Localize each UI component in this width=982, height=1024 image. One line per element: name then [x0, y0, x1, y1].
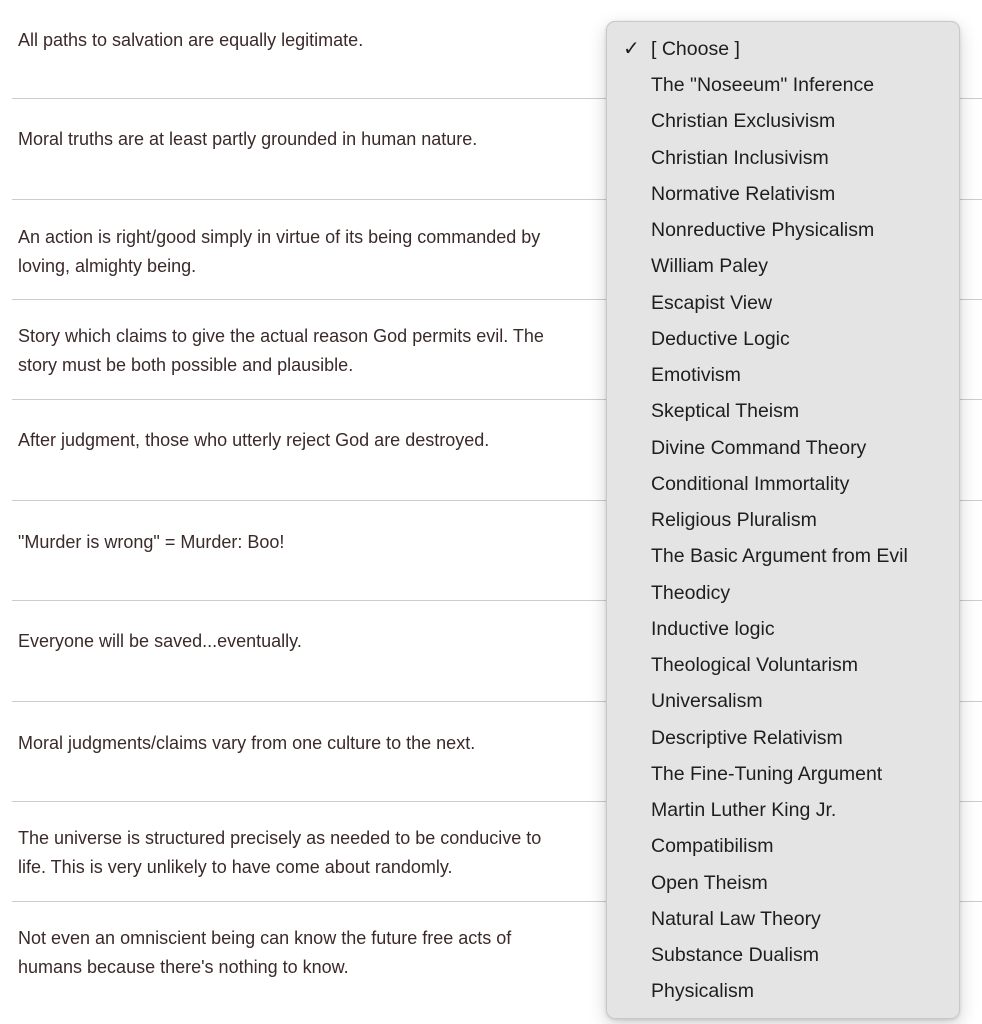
dropdown-option-label: Escapist View	[651, 292, 773, 314]
dropdown-option[interactable]	[607, 321, 959, 357]
dropdown-option-label: Open Theism	[651, 872, 768, 894]
dropdown-option-label: Christian Inclusivism	[651, 147, 829, 169]
dropdown-option[interactable]	[607, 720, 959, 756]
dropdown-option-label: Christian Exclusivism	[651, 110, 836, 132]
dropdown-option[interactable]	[607, 647, 959, 683]
question-text: The universe is structured precisely as needed to be conducive to life. This is very unlikely to have come about randomly.	[18, 828, 542, 877]
dropdown-option[interactable]	[607, 248, 959, 284]
dropdown-option-label: Martin Luther King Jr.	[651, 799, 837, 821]
dropdown-option[interactable]	[607, 683, 959, 719]
dropdown-option[interactable]	[607, 393, 959, 429]
question-text: Story which claims to give the actual reason God permits evil. The story must be both possible and plausible.	[18, 326, 544, 375]
dropdown-option-label: Universalism	[651, 690, 763, 712]
dropdown-option[interactable]	[607, 466, 959, 502]
checkmark-icon: ✓	[623, 38, 640, 60]
question-text: An action is right/good simply in virtue of its being commanded by loving, almighty being.	[18, 227, 541, 276]
dropdown-option[interactable]	[607, 430, 959, 466]
dropdown-option-label: Compatibilism	[651, 835, 774, 857]
dropdown-option[interactable]	[607, 502, 959, 538]
dropdown-option-label: Inductive logic	[651, 618, 775, 640]
dropdown-option-label: Theological Voluntarism	[651, 654, 859, 676]
dropdown-option[interactable]	[607, 67, 959, 103]
dropdown-option[interactable]	[607, 756, 959, 792]
dropdown-option-label: Divine Command Theory	[651, 437, 867, 459]
dropdown-option[interactable]	[607, 538, 959, 574]
dropdown-option[interactable]	[607, 611, 959, 647]
dropdown-option-label: Emotivism	[651, 364, 741, 386]
dropdown-option-label: Deductive Logic	[651, 328, 790, 350]
dropdown-option-label: Theodicy	[651, 582, 731, 604]
question-text: "Murder is wrong" = Murder: Boo!	[18, 532, 285, 552]
question-text: After judgment, those who utterly reject God are destroyed.	[18, 430, 490, 450]
dropdown-option-label: Religious Pluralism	[651, 509, 817, 531]
dropdown-option-label: Physicalism	[651, 980, 754, 1002]
dropdown-option-label: The Fine-Tuning Argument	[651, 763, 883, 785]
dropdown-option-label: [ Choose ]	[651, 38, 740, 60]
dropdown-option[interactable]	[607, 176, 959, 212]
dropdown-option[interactable]	[607, 973, 959, 1009]
dropdown-option-label: Normative Relativism	[651, 183, 836, 205]
dropdown-option-label: William Paley	[651, 255, 769, 277]
question-text: All paths to salvation are equally legitimate.	[18, 30, 364, 50]
dropdown-option[interactable]	[607, 357, 959, 393]
dropdown-option[interactable]	[607, 865, 959, 901]
question-text: Everyone will be saved...eventually.	[18, 631, 302, 651]
dropdown-option-label: Conditional Immortality	[651, 473, 850, 495]
dropdown-option[interactable]	[607, 212, 959, 248]
dropdown-option-label: Descriptive Relativism	[651, 727, 843, 749]
dropdown-option[interactable]	[607, 828, 959, 864]
dropdown-option[interactable]	[607, 103, 959, 139]
dropdown-option-label: The "Noseeum" Inference	[651, 74, 875, 96]
dropdown-option-choose[interactable]	[607, 31, 959, 67]
dropdown-option[interactable]	[607, 575, 959, 611]
question-text: Not even an omniscient being can know the future free acts of humans because there's nothing to know.	[18, 928, 512, 977]
dropdown-option[interactable]	[607, 901, 959, 937]
question-text: Moral truths are at least partly grounded in human nature.	[18, 129, 478, 149]
answer-dropdown-menu[interactable]	[606, 21, 960, 1019]
dropdown-option-label: Substance Dualism	[651, 944, 819, 966]
dropdown-option[interactable]	[607, 285, 959, 321]
question-text: Moral judgments/claims vary from one culture to the next.	[18, 733, 476, 753]
dropdown-option[interactable]	[607, 140, 959, 176]
dropdown-option[interactable]	[607, 792, 959, 828]
dropdown-option-label: Skeptical Theism	[651, 400, 800, 422]
dropdown-option-label: The Basic Argument from Evil	[651, 545, 908, 567]
dropdown-option[interactable]	[607, 937, 959, 973]
dropdown-option-label: Nonreductive Physicalism	[651, 219, 875, 241]
dropdown-option-label: Natural Law Theory	[651, 908, 821, 930]
